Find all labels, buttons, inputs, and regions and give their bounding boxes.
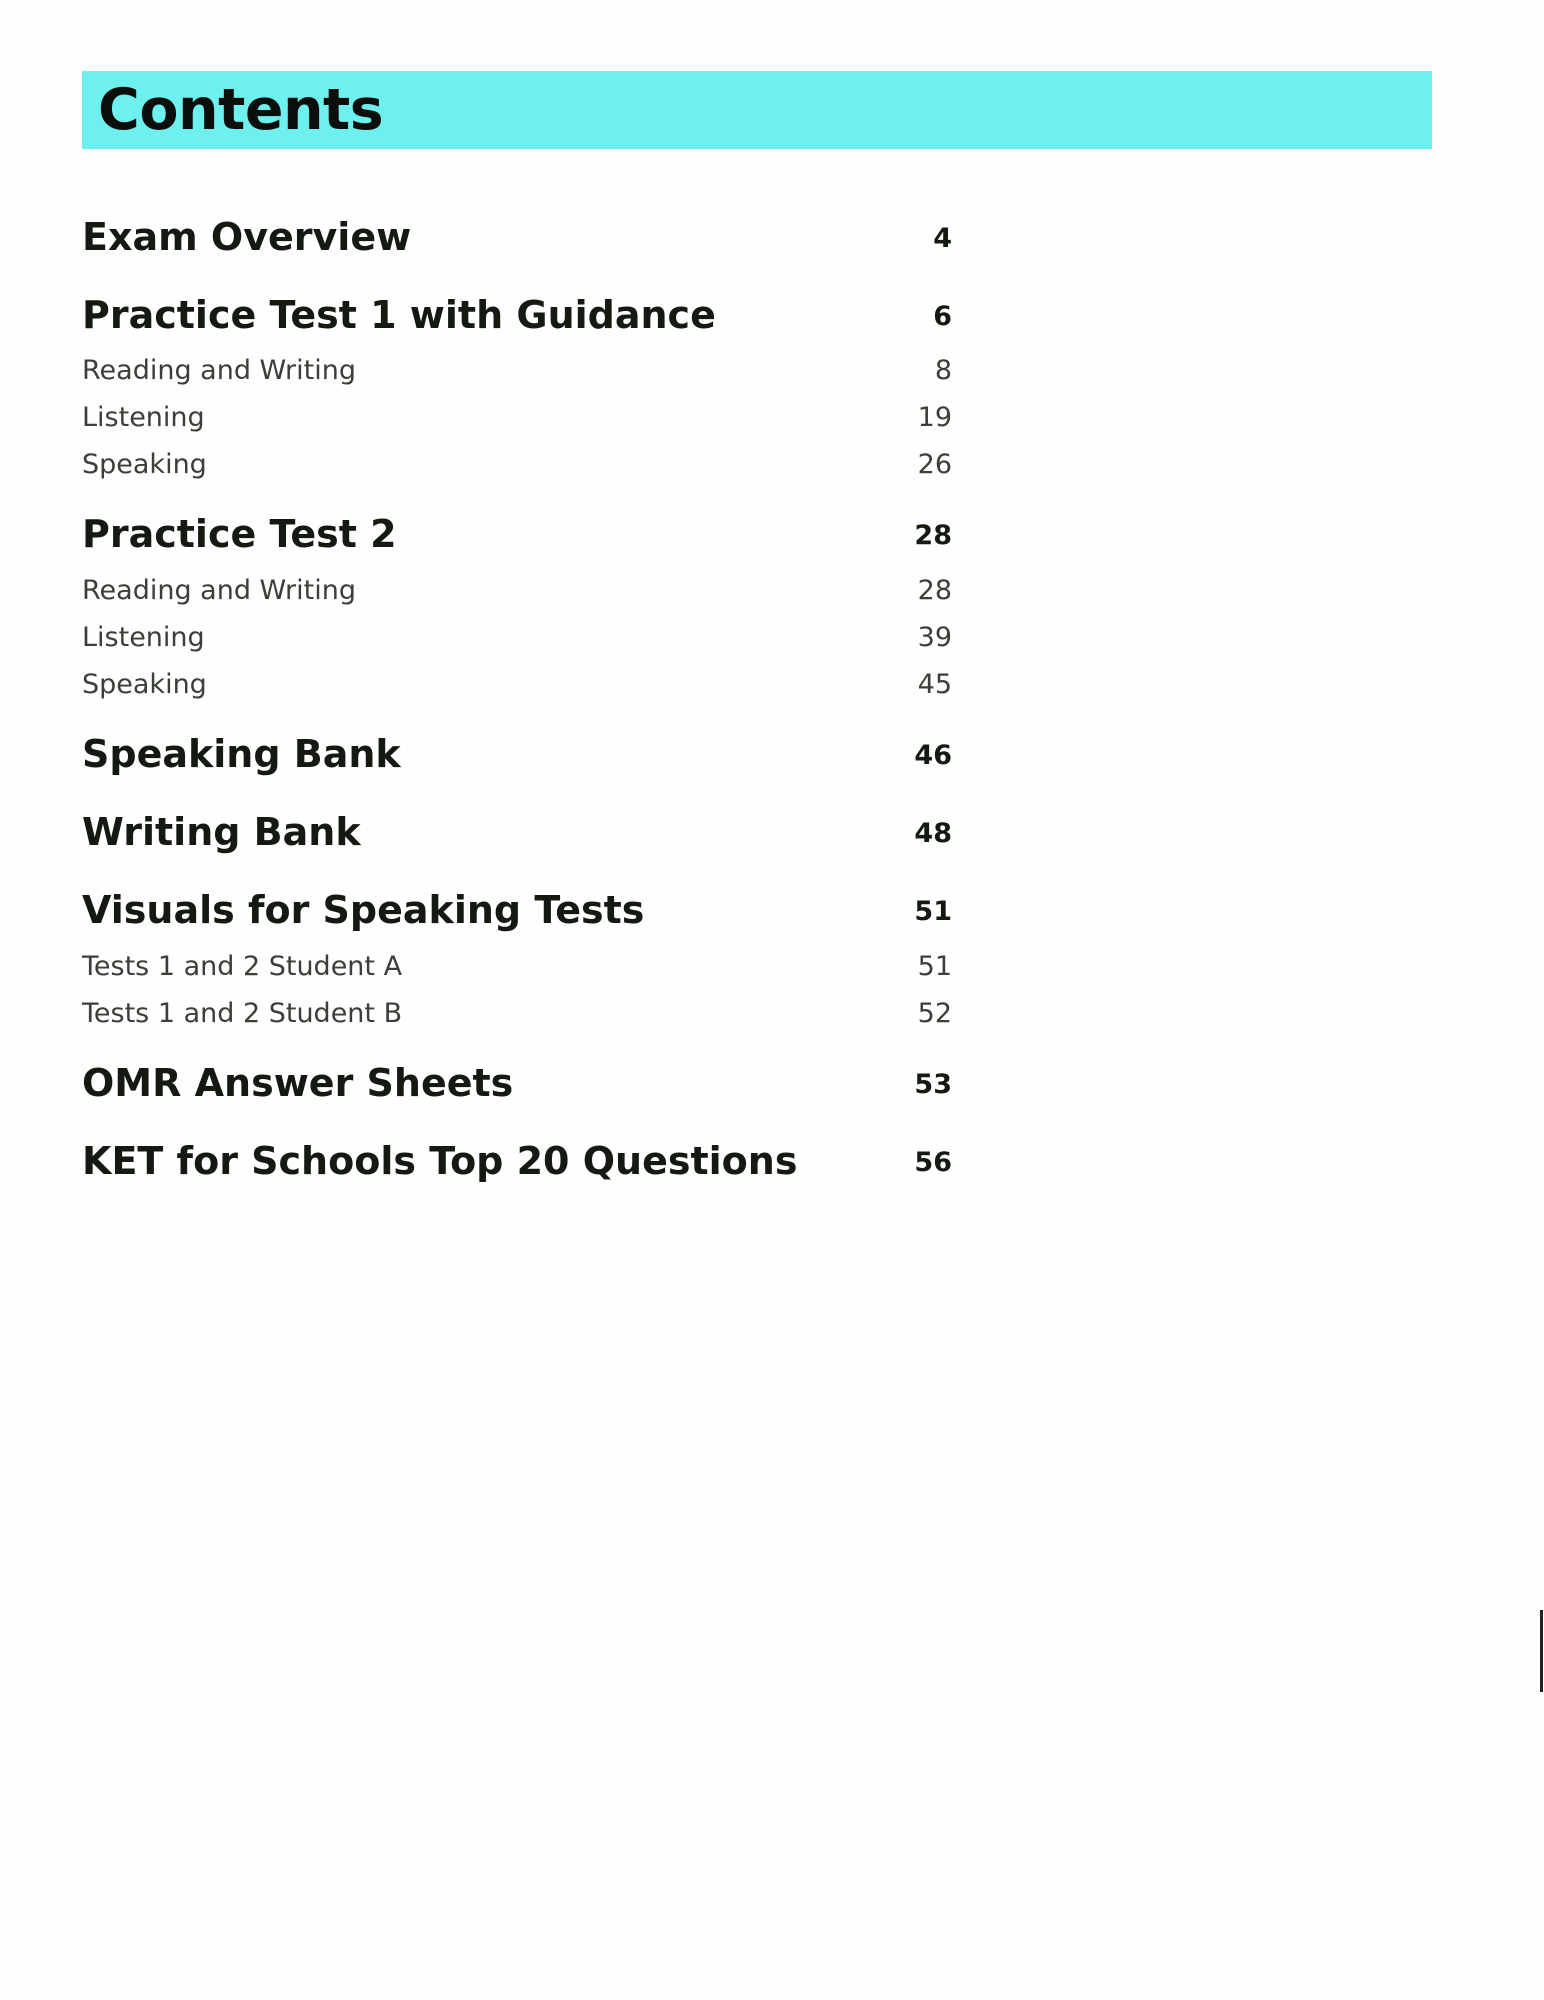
toc-entry-page: 53: [914, 1069, 952, 1100]
toc-entry-page: 28: [914, 520, 952, 551]
toc-subentry-visuals-student-b[interactable]: [82, 971, 952, 1031]
toc-subentry-page: 28: [917, 575, 952, 606]
toc-subentry-label: Speaking: [82, 449, 207, 480]
toc-entry-label: Practice Test 2: [82, 512, 397, 556]
toc-subentry-page: 51: [917, 951, 952, 982]
toc-subentry-label: Tests 1 and 2 Student A: [82, 951, 403, 982]
toc-entry-exam-overview[interactable]: [82, 200, 952, 260]
toc-subentry-pt2-speaking[interactable]: [82, 642, 952, 702]
scan-edge-mark: [1540, 1610, 1543, 1692]
page-title: Contents: [98, 77, 384, 143]
toc-subentry-page: 26: [917, 449, 952, 480]
toc-subentry-page: 52: [917, 998, 952, 1029]
toc-entry-label: Writing Bank: [82, 810, 361, 854]
toc-subentry-label: Listening: [82, 622, 205, 653]
toc-entry-label: OMR Answer Sheets: [82, 1061, 514, 1105]
toc-subentry-label: Tests 1 and 2 Student B: [82, 998, 403, 1029]
toc-entry-label: Exam Overview: [82, 215, 412, 259]
toc-entry-page: 48: [914, 818, 952, 849]
toc-entry-speaking-bank[interactable]: [82, 717, 952, 777]
toc-subentry-label: Speaking: [82, 669, 207, 700]
toc-subentry-label: Listening: [82, 402, 205, 433]
toc-entry-page: 6: [933, 301, 952, 332]
toc-entry-page: 4: [933, 223, 952, 254]
toc-subentry-pt1-speaking[interactable]: [82, 422, 952, 482]
toc-entry-writing-bank[interactable]: [82, 795, 952, 855]
toc-subentry-page: 39: [917, 622, 952, 653]
toc-entry-page: 46: [914, 740, 952, 771]
toc-subentry-label: Reading and Writing: [82, 355, 356, 386]
toc-entry-page: 56: [914, 1147, 952, 1178]
toc-subentry-label: Reading and Writing: [82, 575, 356, 606]
toc-subentry-page: 19: [917, 402, 952, 433]
toc-entry-label: Speaking Bank: [82, 732, 401, 776]
toc-entry-label: KET for Schools Top 20 Questions: [82, 1139, 798, 1183]
toc-entry-top-20[interactable]: [82, 1124, 952, 1184]
toc-entry-page: 51: [914, 896, 952, 927]
contents-banner: [82, 71, 1432, 149]
toc-subentry-page: 45: [917, 669, 952, 700]
toc-entry-omr[interactable]: [82, 1046, 952, 1106]
toc-entry-label: Visuals for Speaking Tests: [82, 888, 645, 932]
toc-entry-label: Practice Test 1 with Guidance: [82, 293, 716, 337]
toc-subentry-page: 8: [934, 355, 952, 386]
